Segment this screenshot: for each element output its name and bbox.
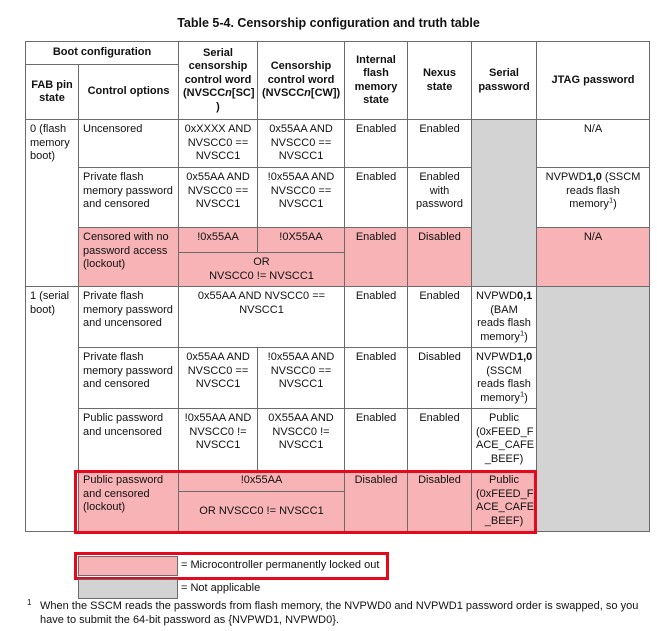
table-title: Table 5-4. Censorship configuration and truth table: [177, 16, 480, 30]
control-word-bottom: OR NVSCC0 != NVSCC1: [179, 491, 345, 531]
serial-password: NVPWD1,0 (SSCM reads flash memory$^1$): [472, 348, 537, 409]
nexus-state: Enabled: [408, 287, 472, 348]
control-word-top: !0x55AA: [179, 471, 345, 492]
header-censorship-control-word: Censorship control word (NVSCCn[CW]): [258, 42, 345, 120]
header-control-options: Control options: [79, 65, 179, 120]
censorship-control-word: 0X55AA AND NVSCC0 != NVSCC1: [258, 409, 345, 471]
header-serial-password: Serial password: [472, 42, 537, 120]
censorship-control-word: !0x55AA AND NVSCC0 == NVSCC1: [258, 168, 345, 228]
control-option: Uncensored: [79, 120, 179, 168]
header-fab-pin-state: FAB pin state: [26, 65, 79, 120]
control-option: Public password and uncensored: [79, 409, 179, 471]
table-row: [26, 120, 650, 168]
serial-control-word: 0xXXXX AND NVSCC0 == NVSCC1: [179, 120, 258, 168]
control-option: Public password and censored (lockout): [79, 471, 179, 532]
fab-pin-serial-boot: 1 (serial boot): [26, 287, 79, 532]
header-serial-control-word: Serial censorship control word (NVSCCn[SC] ): [179, 42, 258, 120]
censorship-control-word: !0x55AA AND NVSCC0 == NVSCC1: [258, 348, 345, 409]
header-boot-configuration: Boot configuration: [26, 42, 179, 65]
legend-swatch-na: [78, 579, 178, 599]
footnote-text: When the SSCM reads the passwords from flash memory, the NVPWD0 and NVPWD1 password order is swapped, so you have to submit the 64-bit password as {NVPWD1, NVPWD0}.: [40, 600, 639, 626]
header-flash-state: Internal flash memory state: [345, 42, 408, 120]
flash-state: Disabled: [345, 471, 408, 532]
jtag-password-not-applicable: [537, 287, 650, 532]
legend-na-label: = Not applicable: [181, 582, 261, 594]
nexus-state: Disabled: [408, 348, 472, 409]
legend-swatch-locked: [78, 556, 178, 576]
flash-state: Enabled: [345, 409, 408, 471]
fab-pin-flash-boot: 0 (flash memory boot): [26, 120, 79, 287]
nexus-state: Enabled: [408, 120, 472, 168]
censorship-control-word: 0x55AA AND NVSCC0 == NVSCC1: [258, 120, 345, 168]
jtag-password: N/A: [537, 120, 650, 168]
legend-locked-label: = Microcontroller permanently locked out: [181, 559, 380, 571]
control-word-or-condition: OR NVSCC0 != NVSCC1: [179, 253, 345, 287]
serial-password: Public (0xFEED_F ACE_CAFE _BEEF): [472, 409, 537, 471]
censorship-truth-table: [25, 41, 650, 532]
serial-control-word: !0x55AA: [179, 228, 258, 253]
header-jtag-password: JTAG password: [537, 42, 650, 120]
serial-password-not-applicable: [472, 120, 537, 287]
jtag-password: NVPWD1,0 (SSCM reads flash memory$^1$): [537, 168, 650, 228]
table-row: [26, 168, 650, 228]
control-option: Private flash memory password and censored: [79, 168, 179, 228]
flash-state: Enabled: [345, 120, 408, 168]
serial-control-word: 0x55AA AND NVSCC0 == NVSCC1: [179, 168, 258, 228]
flash-state: Enabled: [345, 348, 408, 409]
nexus-state: Enabled with password: [408, 168, 472, 228]
serial-control-word: !0x55AA AND NVSCC0 != NVSCC1: [179, 409, 258, 471]
table-row: [26, 228, 650, 253]
jtag-password: N/A: [537, 228, 650, 287]
flash-state: Enabled: [345, 287, 408, 348]
control-option: Private flash memory password and uncensored: [79, 287, 179, 348]
serial-password: NVPWD0,1 (BAM reads flash memory$^1$): [472, 287, 537, 348]
control-option: Censored with no password access (lockout): [79, 228, 179, 287]
nexus-state: Disabled: [408, 471, 472, 532]
control-word-merged: 0x55AA AND NVSCC0 == NVSCC1: [179, 287, 345, 348]
control-option: Private flash memory password and censored: [79, 348, 179, 409]
flash-state: Enabled: [345, 228, 408, 287]
header-nexus-state: Nexus state: [408, 42, 472, 120]
serial-password: Public (0xFEED_F ACE_CAFE _BEEF): [472, 471, 537, 532]
nexus-state: Disabled: [408, 228, 472, 287]
nexus-state: Enabled: [408, 409, 472, 471]
flash-state: Enabled: [345, 168, 408, 228]
censorship-control-word: !0X55AA: [258, 228, 345, 253]
table-row: [26, 287, 650, 348]
serial-control-word: 0x55AA AND NVSCC0 == NVSCC1: [179, 348, 258, 409]
